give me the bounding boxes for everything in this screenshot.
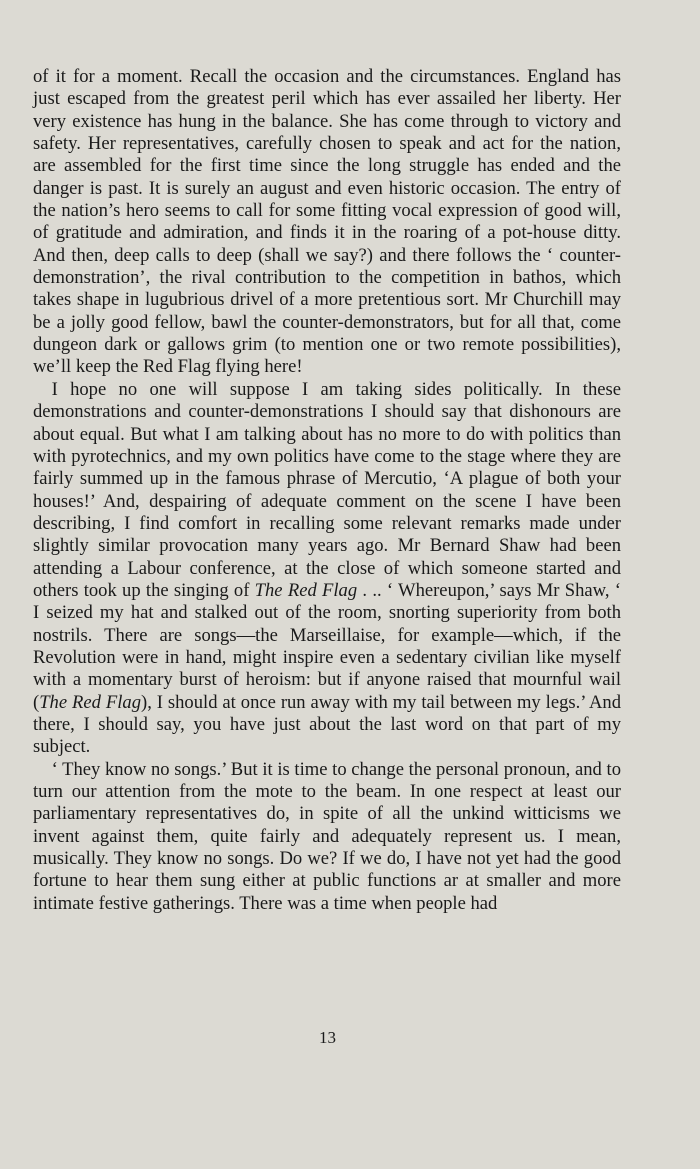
paragraph-2-text: ), I should at once run away with my tail between my legs.’ And there, I should say, you have just about the last word on that part of my subject. bbox=[33, 691, 622, 758]
paragraph-2-text: I hope no one will suppose I am taking sides politically. In these demonstrations and counter-demonstrations I should say that dishonours are about equal. But what I am talking about has no more to do with politics than with pyrotechnics, and my own politics have come to the stage where they are fairly summed up in the famous phrase of Mercutio, ‘A plague of both your houses!’ And, despairing of adequate comment on the scene I have been describing, I find comfort in recalling some relevant remarks made under slightly similar provocation many years ago. Mr Bernard Shaw had been attending a Labour conference, at the close of which someone started and others took up the singing of bbox=[33, 378, 621, 601]
page-number: 13 bbox=[319, 1028, 336, 1047]
paragraph-1-text: of it for a moment. Recall the occasion and the circumstances. England has just escaped from the greatest peril which has ever assailed her liberty. Her very existence has hung in the balance. She has come through to victory and safety. Her representatives, carefully chosen to speak and act for the nation, are assembled for the first time since the long struggle has ended and the danger is past. It is surely an august and even historic occasion. The entry of the nation’s hero seems to call for some fitting vocal expression of good will, of gratitude and admiration, and finds it in the roaring of a pot-house ditty. And then, deep calls to deep (shall we say?) and there follows the ‘ counter-demonstration’, the rival contribution to the competition in bathos, which takes shape in lugubrious drivel of a more pretentious sort. Mr Churchill may be a jolly good fellow, bawl the counter-demonstrators, but for all that, come dungeon dark or gallows grim (to mention one or two remote possibilities), we’ll keep the Red Flag flying here! bbox=[33, 66, 621, 378]
italic-title-red-flag: The Red Flag bbox=[39, 691, 141, 713]
italic-title-red-flag: The Red Flag bbox=[254, 579, 358, 601]
paragraph-3-text: ‘ They know no songs.’ But it is time to change the personal pronoun, and to turn our attention from the mote to the beam. In one respect at least our parliamentary representatives do, in spite of all the unkind witticisms we invent against them, quite fairly and adequately represent us. I mean, musically. They know no songs. Do we? If we do, I have not yet had the good fortune to hear them sung either at public functions ar at smaller and more intimate festive gatherings. There was a time when people had bbox=[33, 758, 621, 914]
page-text bbox=[33, 66, 621, 915]
paragraph-2 bbox=[33, 379, 621, 759]
paragraph-2-text: . .. ‘ Whereupon,’ says Mr Shaw, ‘ I seized my hat and stalked out of the room, snorting superiority from both nostrils. There are songs—the Marseillaise, for example—which, if the Revolution were in hand, might inspire even a sedentary civilian like myself with a momentary burst of heroism: but if anyone raised that mournful wail ( bbox=[33, 579, 621, 713]
paragraph-3 bbox=[33, 759, 621, 915]
paragraph-1 bbox=[33, 66, 621, 379]
